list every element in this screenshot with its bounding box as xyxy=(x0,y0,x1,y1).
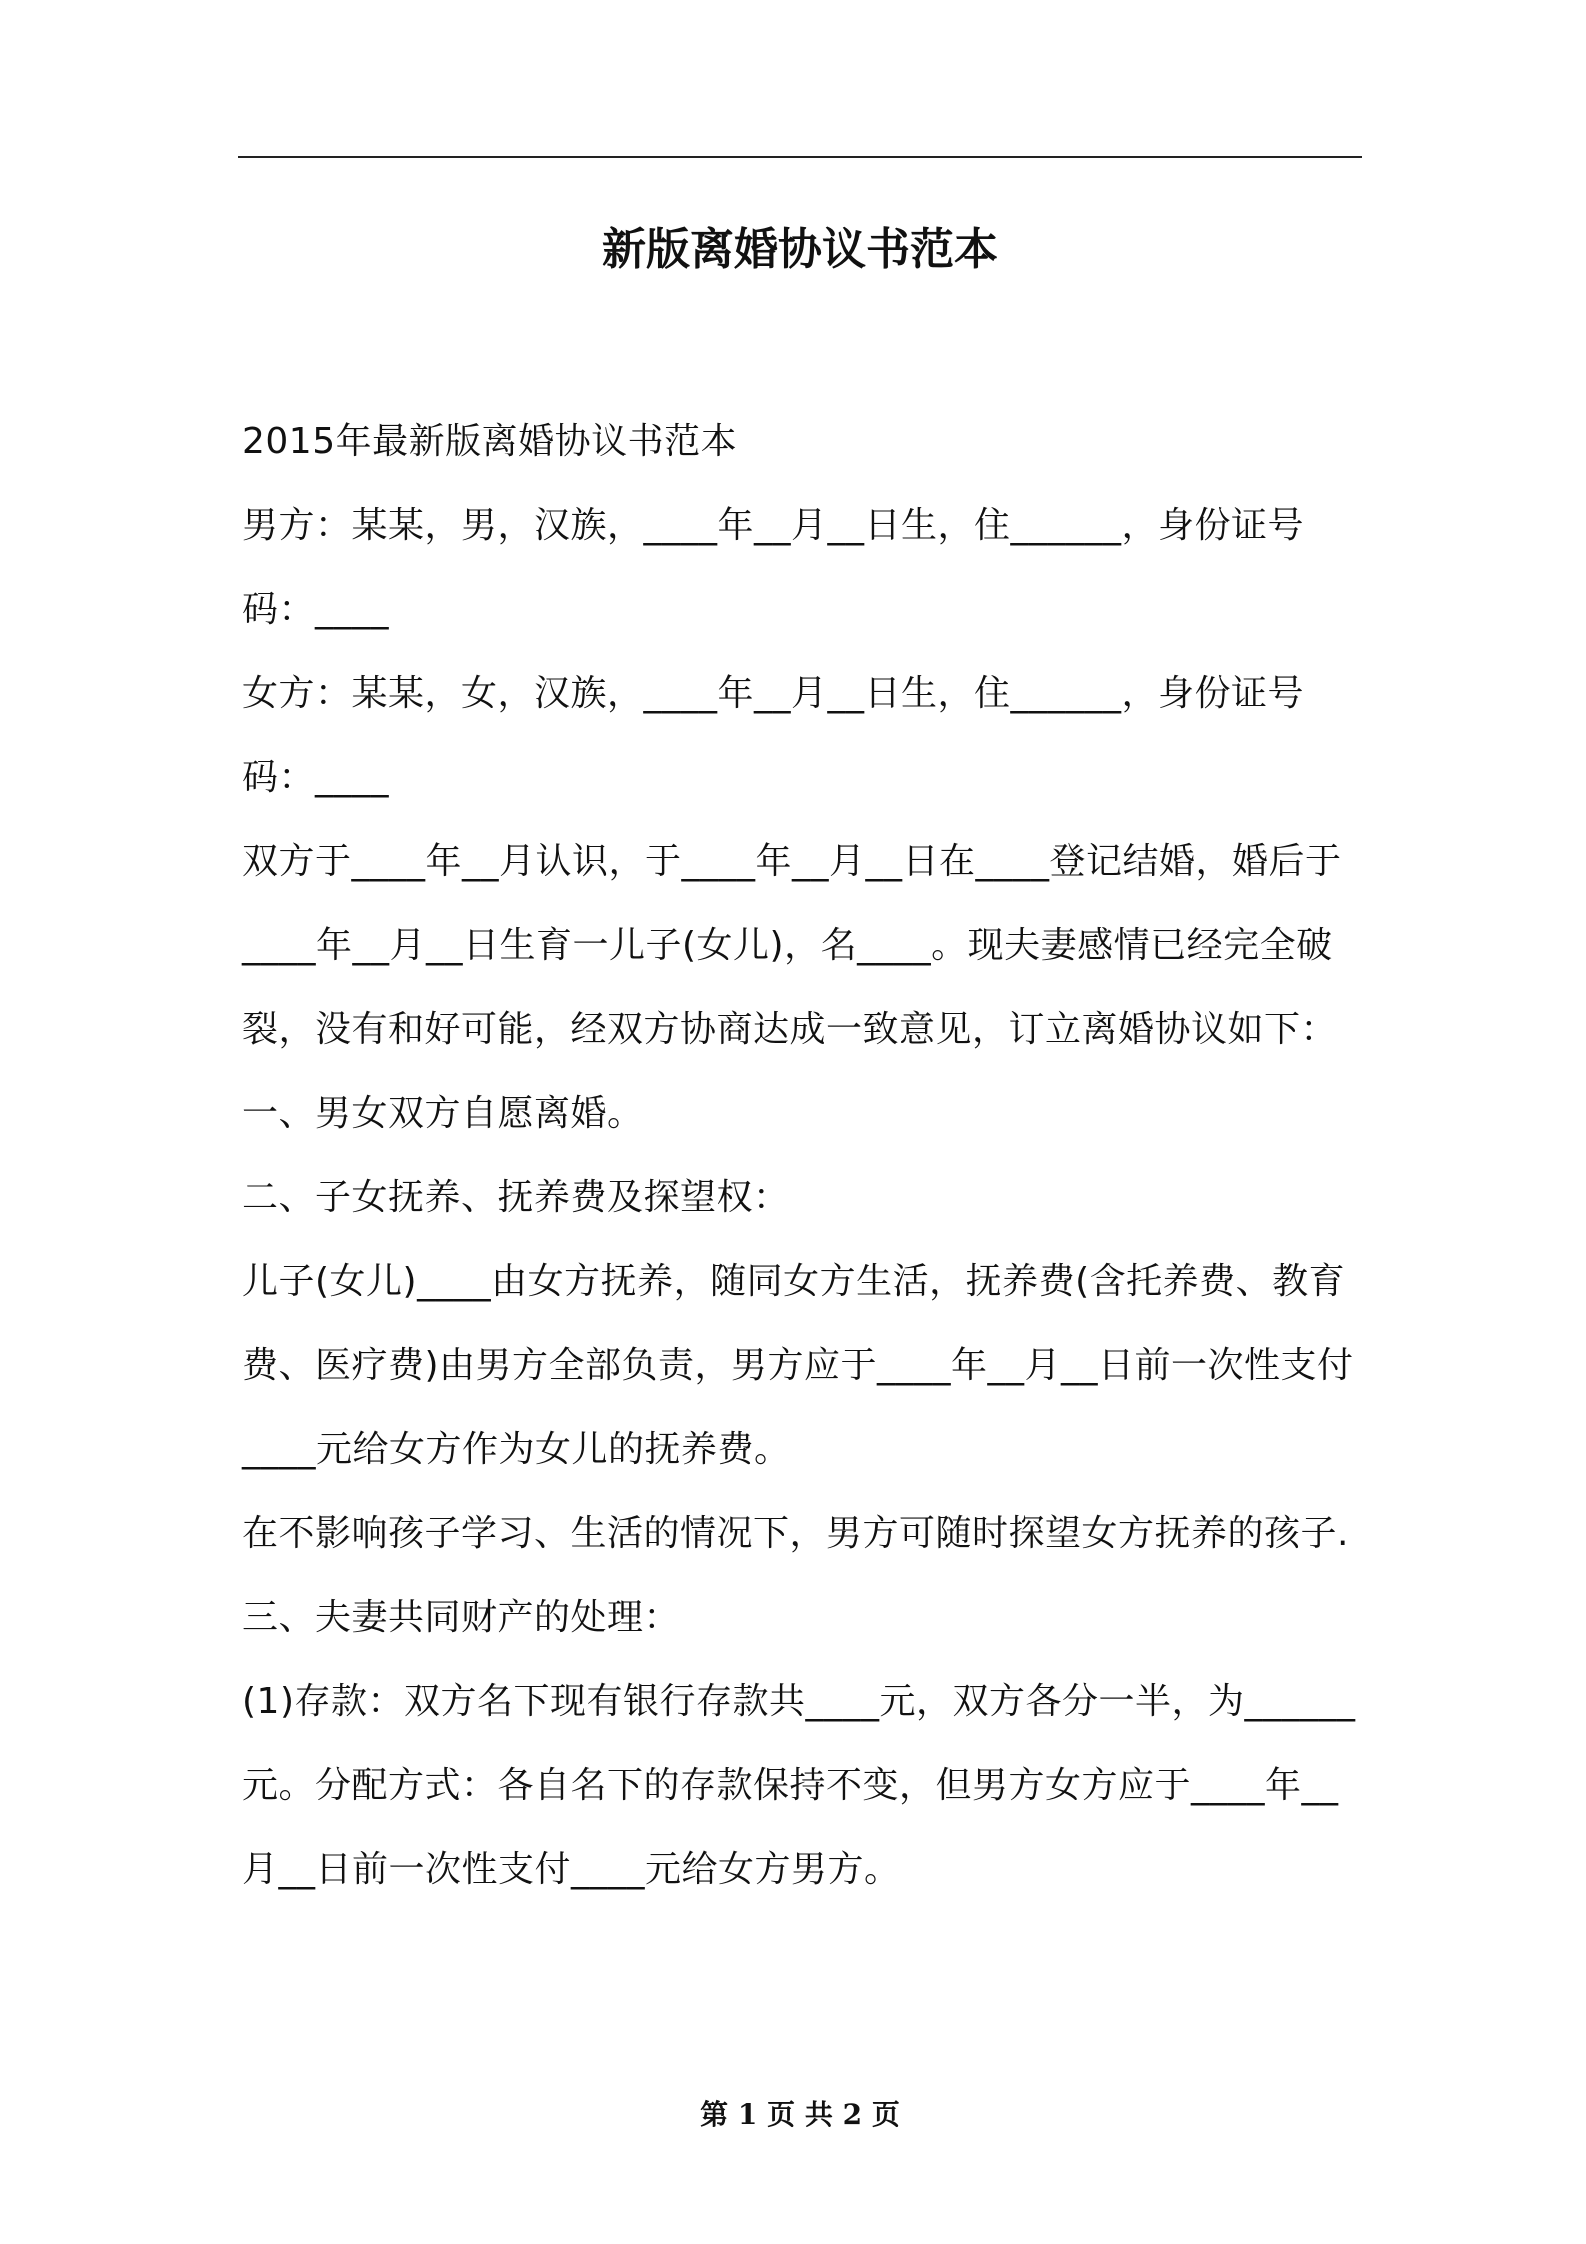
paragraph-child-support: 儿子(女儿)____由女方抚养，随同女方生活，抚养费(含托养费、教育费、医疗费)由男方全部负责，男方应于____年__月__日前一次性支付____元给女方作为女儿的抚养费。 xyxy=(242,1261,1354,1470)
paragraph-savings: (1)存款：双方名下现有银行存款共____元，双方各分一半，为______元。分配方式：各自名下的存款保持不变，但男方女方应于____年__月__日前一次性支付____元给女方男方。 xyxy=(242,1681,1356,1890)
document-title: 新版离婚协议书范本 xyxy=(602,224,998,275)
paragraph-subtitle: 2015年最新版离婚协议书范本 xyxy=(242,421,738,462)
page-number-footer: 第 1 页 共 2 页 xyxy=(700,2098,900,2131)
document-body xyxy=(242,400,1358,1912)
paragraph-clause-1: 一、男女双方自愿离婚。 xyxy=(242,1093,644,1134)
paragraph-visitation: 在不影响孩子学习、生活的情况下，男方可随时探望女方抚养的孩子. xyxy=(242,1513,1349,1554)
header-rule xyxy=(238,156,1362,158)
paragraph-clause-2-heading: 二、子女抚养、抚养费及探望权： xyxy=(242,1177,790,1218)
paragraph-male-party: 男方：某某，男，汉族，____年__月__日生，住______，身份证号码：____ xyxy=(242,505,1305,630)
paragraph-marriage-background: 双方于____年__月认识，于____年__月__日在____登记结婚，婚后于____年__月__日生育一儿子(女儿)，名____。现夫妻感情已经完全破裂，没有和好可能，经双方协商达成一致意见，订立离婚协议如下： xyxy=(242,841,1342,1050)
paragraph-female-party: 女方：某某，女，汉族，____年__月__日生，住______，身份证号码：____ xyxy=(242,673,1305,798)
paragraph-clause-3-heading: 三、夫妻共同财产的处理： xyxy=(242,1597,681,1638)
